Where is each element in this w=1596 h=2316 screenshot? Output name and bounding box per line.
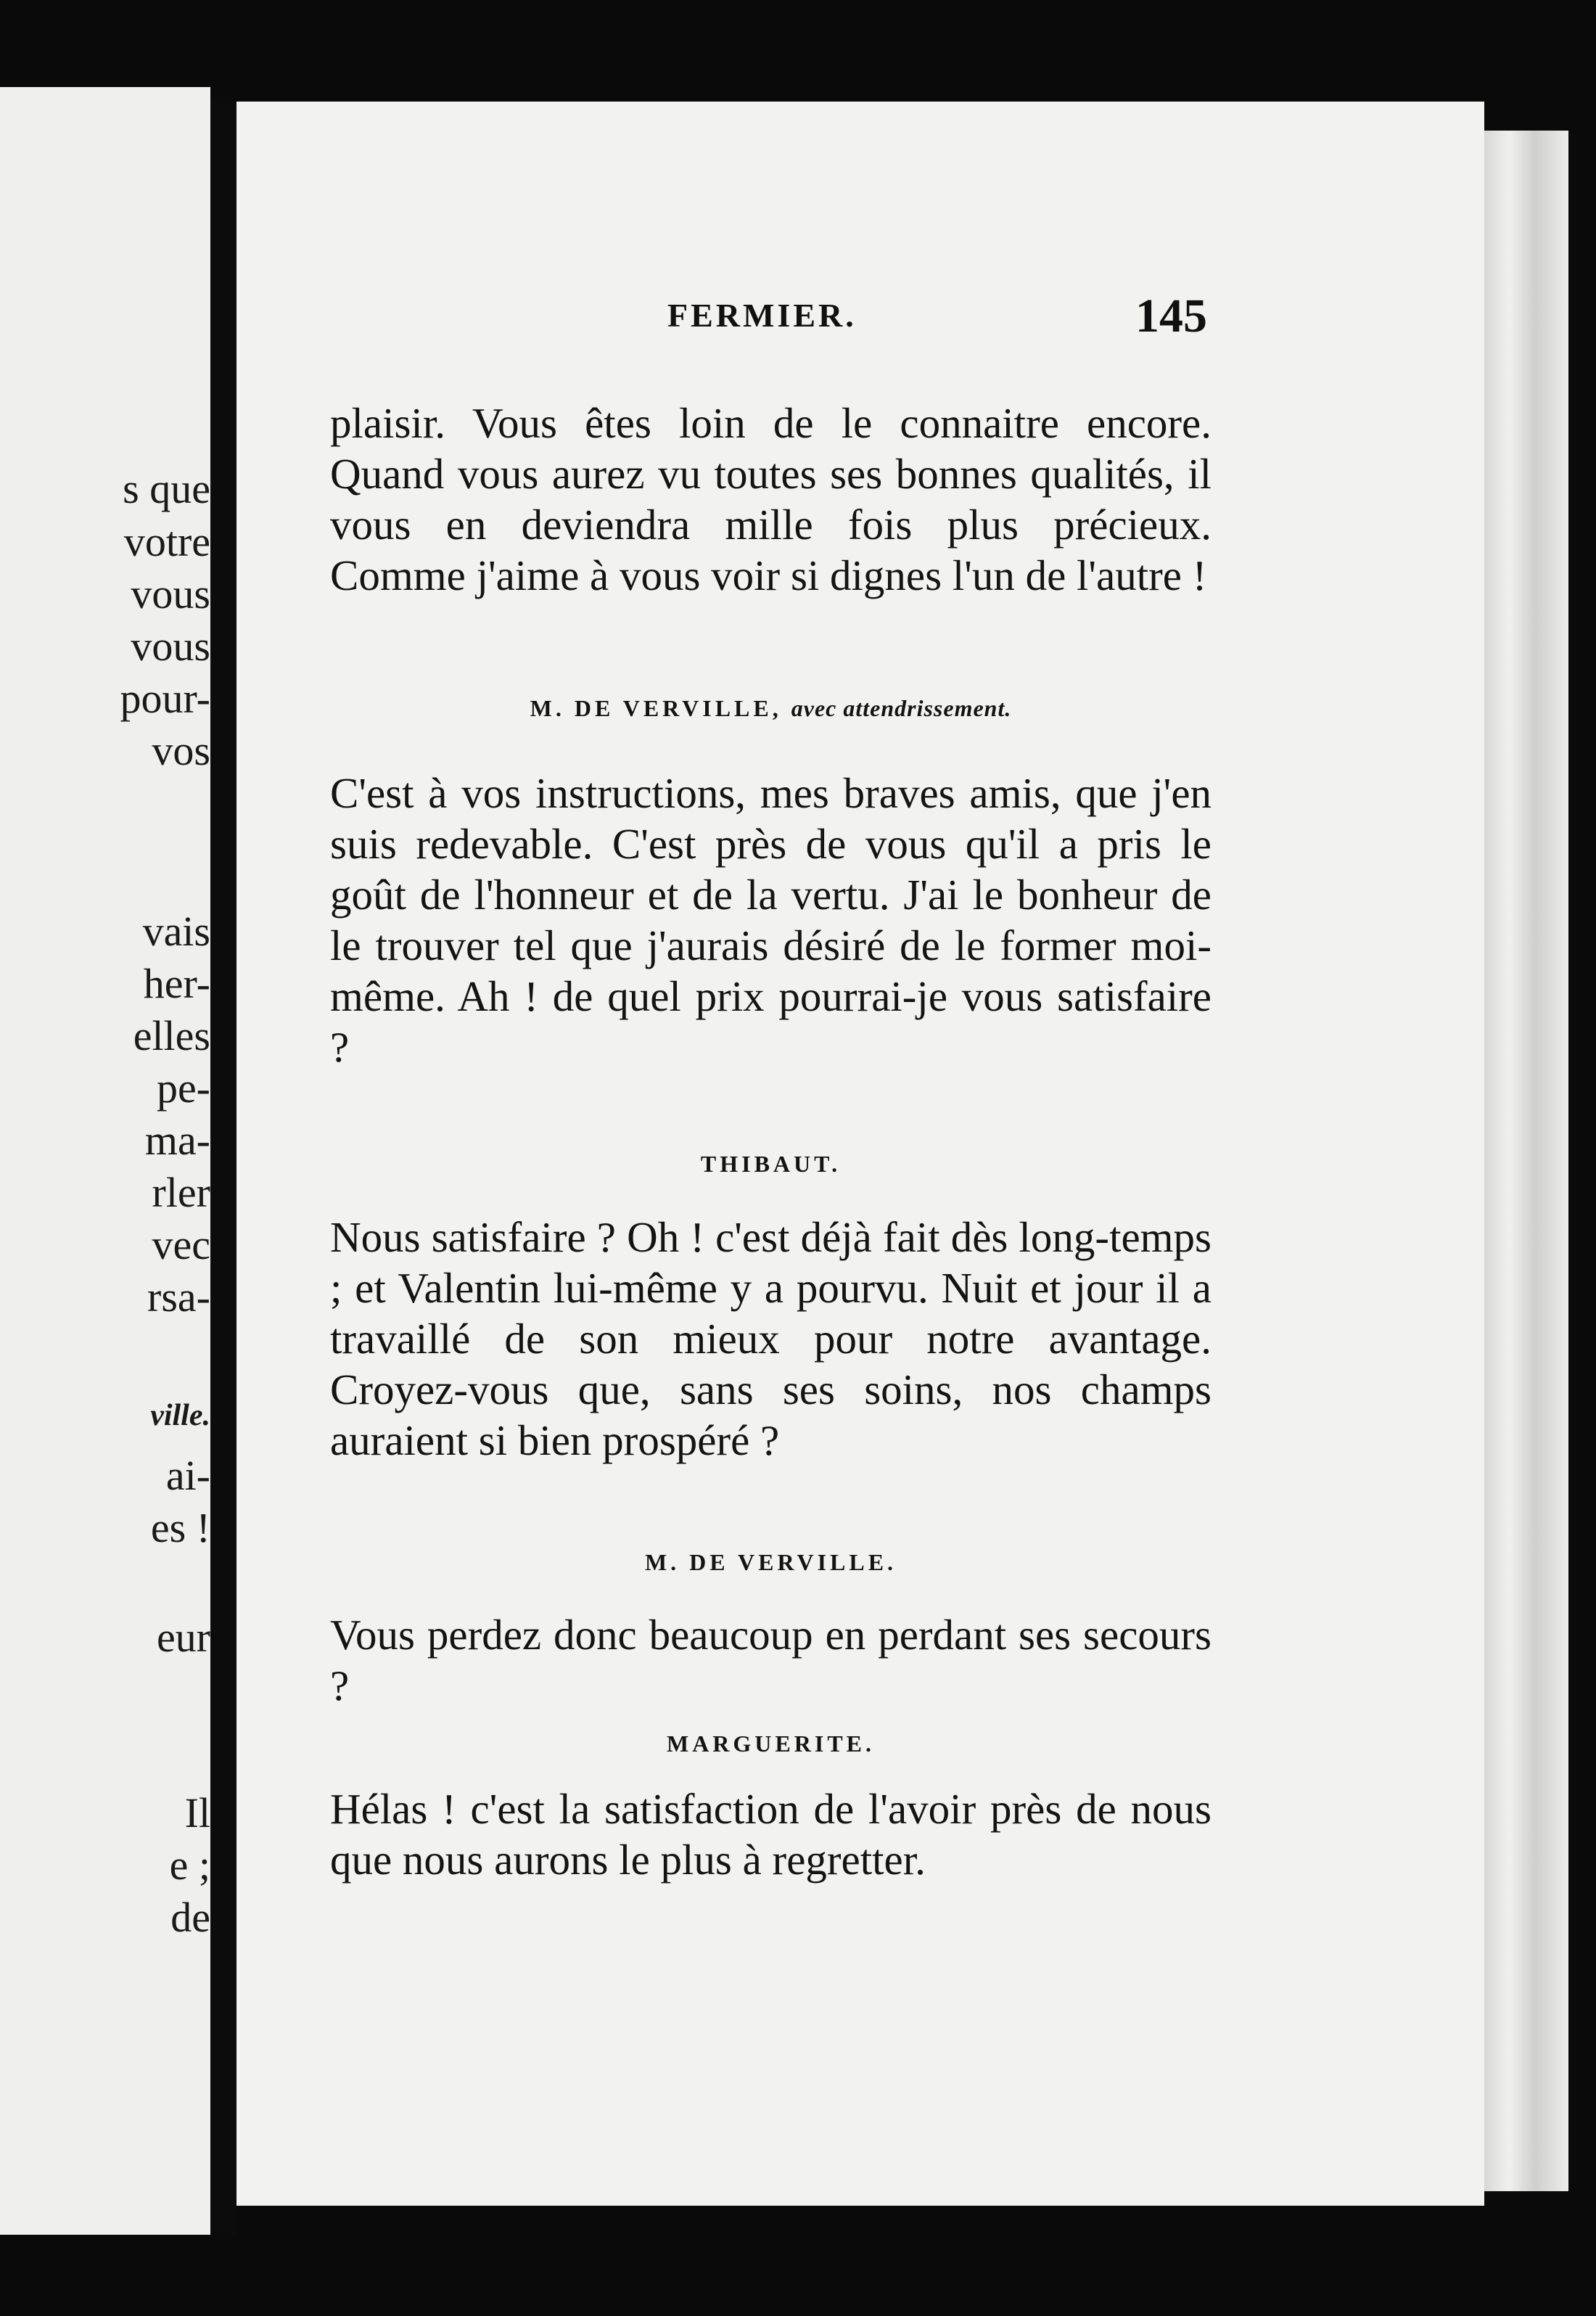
left-fragment: de (170, 1894, 210, 1941)
left-fragment: rsa- (147, 1273, 210, 1321)
left-fragment: her- (143, 960, 210, 1007)
left-fragment: pe- (156, 1064, 210, 1112)
left-fragment: vous (131, 570, 210, 617)
speaker-3 (330, 1549, 1212, 1576)
left-page (0, 87, 210, 2235)
speaker-4 (330, 1730, 1212, 1757)
left-fragment: e ; (169, 1841, 210, 1889)
left-fragment: elles (133, 1012, 210, 1059)
left-fragment: Il (184, 1789, 210, 1836)
paragraph-text: plaisir. Vous êtes loin de le connaitre encore. Quand vous aurez vu toutes ses bonnes qualités, il vous en deviendra mille fois plus précieux. Comme j'aime à vous voir si dignes l'un de l'autre ! (330, 399, 1212, 599)
paragraph-text: Hélas ! c'est la satisfaction de l'avoir près de nous que nous aurons le plus à regretter. (330, 1785, 1212, 1884)
left-fragment: vos (152, 727, 210, 774)
paragraph-text: C'est à vos instructions, mes braves amis, que j'en suis redevable. C'est près de vous qu'il a pris le goût de l'honneur et de la vertu. J'ai le bonheur de le trouver tel que j'aurais désiré de le former moi-même. Ah ! de quel prix pourrai-je vous satisfaire ? (330, 769, 1212, 1071)
running-head: FERMIER. (667, 297, 857, 334)
left-fragment: vec (152, 1221, 210, 1268)
speaker-name: MARGUERITE. (666, 1730, 875, 1757)
left-fragment: es ! (150, 1504, 210, 1551)
left-fragment: s que (123, 465, 210, 512)
left-fragment: pour- (120, 675, 210, 722)
speaker-name: M. DE VERVILLE. (644, 1549, 897, 1575)
paragraph-3 (330, 1212, 1212, 1466)
left-fragment: votre (123, 518, 210, 565)
left-fragment: vous (131, 623, 210, 670)
left-fragment: rler (152, 1169, 210, 1216)
left-fragment: ville. (150, 1399, 210, 1432)
paragraph-4 (330, 1609, 1212, 1711)
speaker-name: M. DE VERVILLE, (530, 695, 782, 721)
paragraph-1 (330, 398, 1212, 601)
paragraph-text: Nous satisfaire ? Oh ! c'est déjà fait dès long-temps ; et Valentin lui-même y a pourvu. Nuit et jour il a travaillé de son mieux pour notre avantage. Croyez-vous que, sans ses soins, nos champs auraient si bien prospéré ? (330, 1213, 1212, 1464)
paragraph-text: Vous perdez donc beaucoup en perdant ses secours ? (330, 1611, 1212, 1709)
book-gutter (210, 102, 236, 2235)
left-fragment: ma- (144, 1117, 210, 1164)
speaker-2 (330, 1151, 1212, 1178)
page-number: 145 (1135, 290, 1207, 342)
stage-direction: avec attendrissement. (791, 695, 1012, 721)
speaker-1 (330, 695, 1212, 722)
paragraph-2 (330, 768, 1212, 1072)
left-fragment: ai- (165, 1452, 210, 1499)
left-fragment: vais (142, 908, 210, 955)
paragraph-5 (330, 1783, 1212, 1885)
left-fragment: eur (156, 1614, 210, 1661)
page-edge (1484, 131, 1568, 2191)
speaker-name: THIBAUT. (700, 1151, 842, 1177)
